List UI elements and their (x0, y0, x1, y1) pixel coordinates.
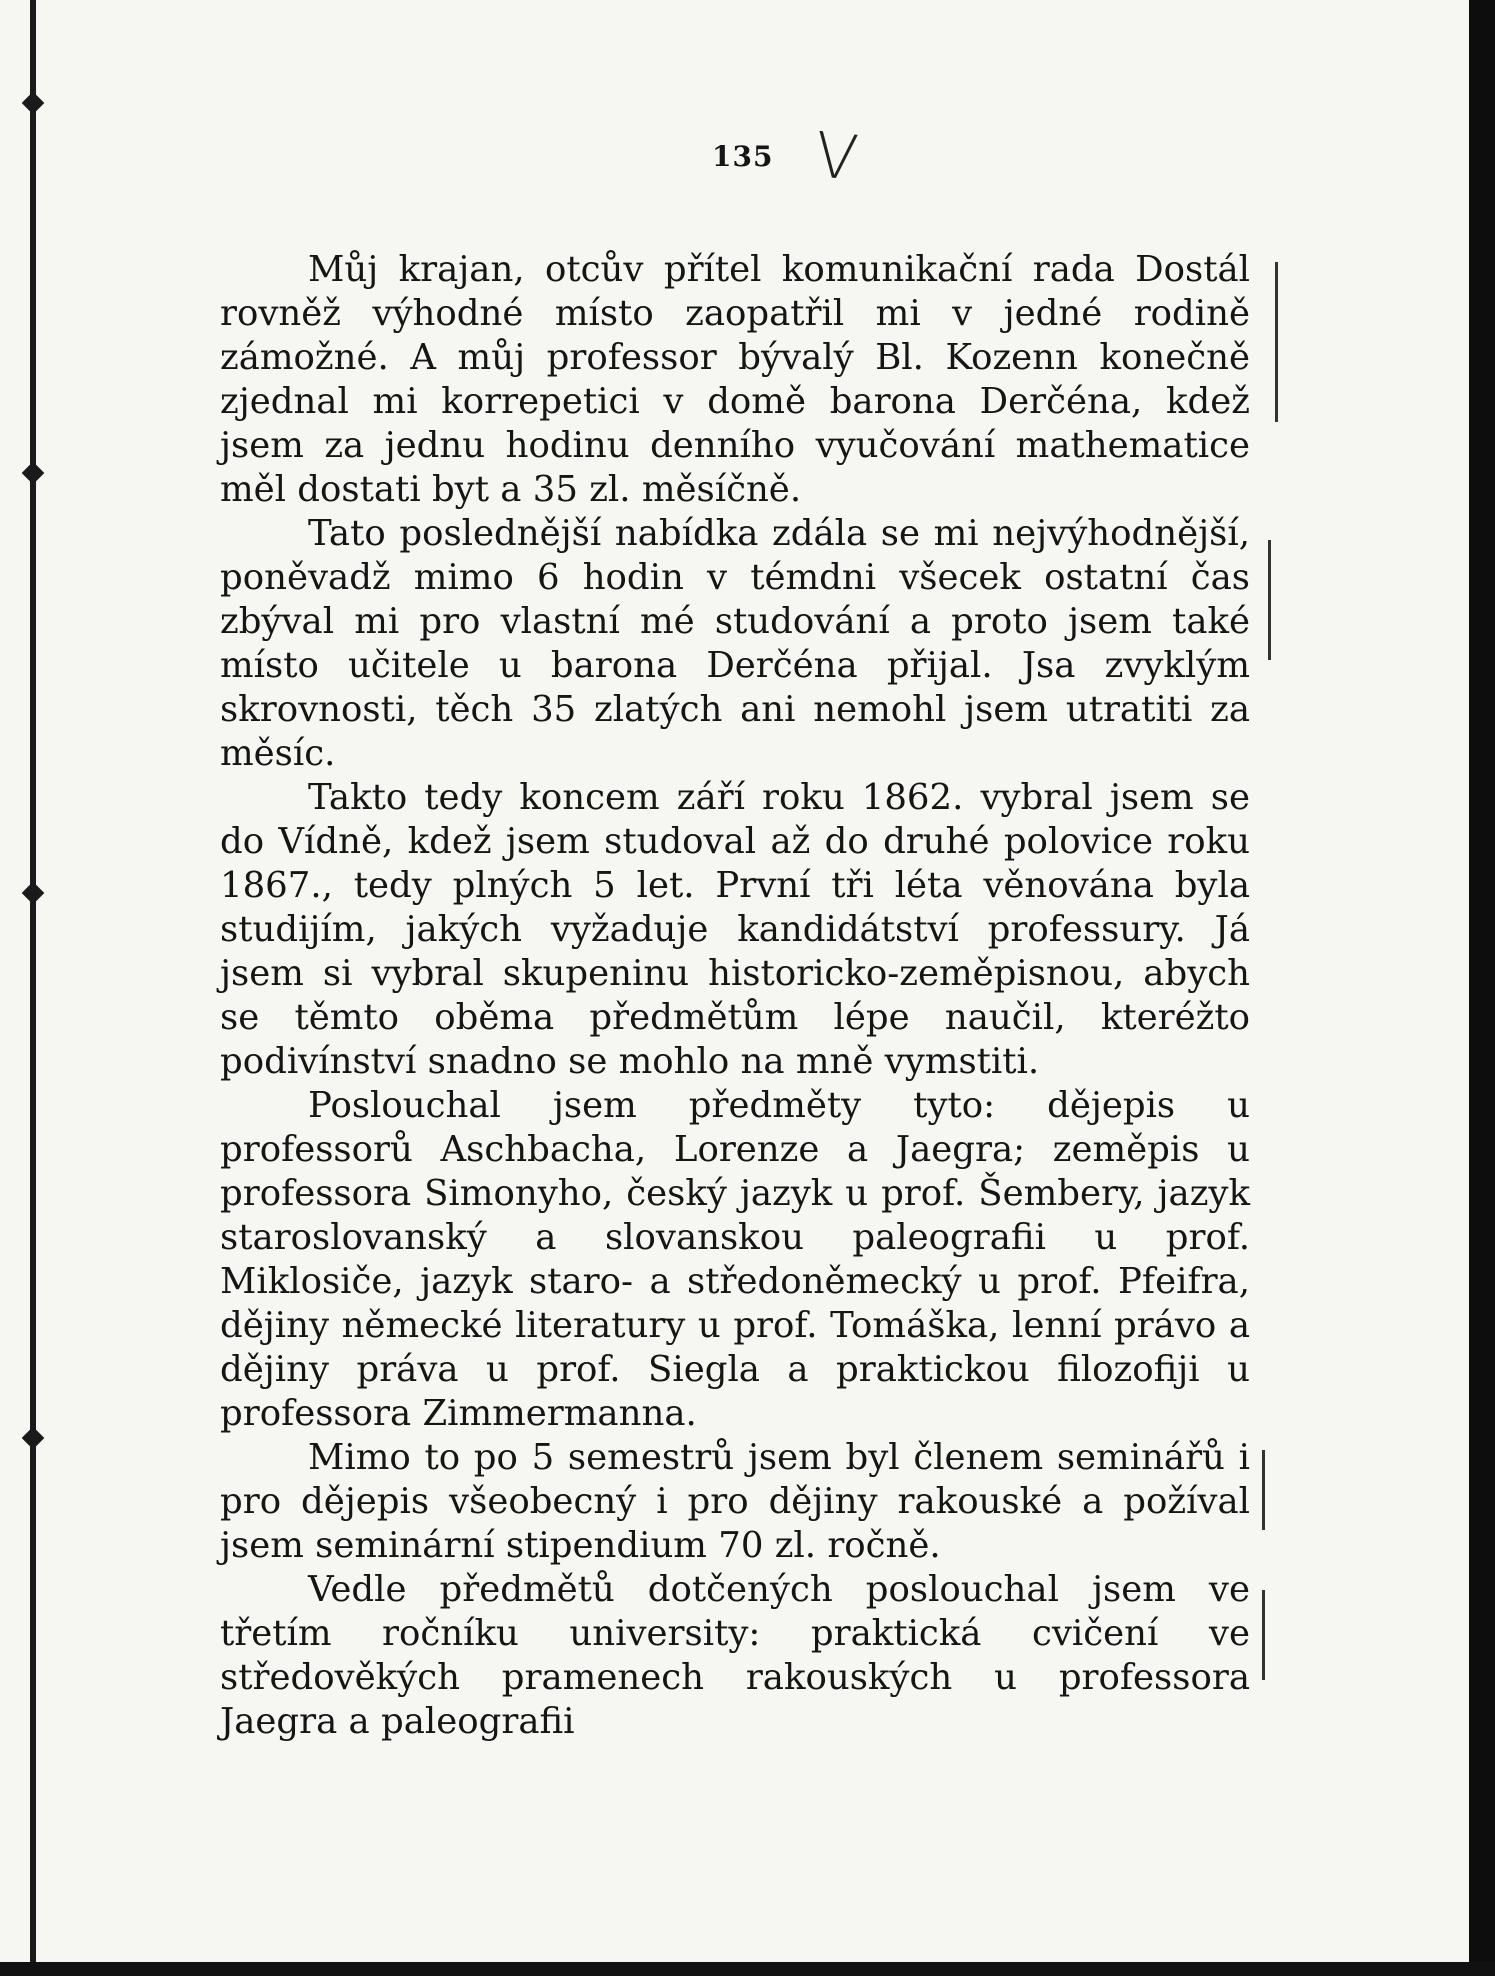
paragraph: Vedle předmětů dotčených poslouchal jsem ve třetím ročníku university: praktická cvičení ve středověkých pramenech rakouských u professora Jaegra a paleografii (220, 1569, 1250, 1742)
body-text (220, 248, 1250, 1744)
binding-mark-icon (22, 462, 45, 485)
margin-line (1268, 540, 1271, 660)
binding-mark-icon (22, 882, 45, 905)
paragraph: Můj krajan, otcův přítel komunikační rada Dostál rovněž výhodné místo zaopatřil mi v jedné rodině zámožné. A můj professor bývalý Bl. Kozenn konečně zjednal mi korrepetici v domě barona Derčéna, kdež jsem za jednu hodinu denního vyučování mathematice měl dostati byt a 35 zl. měsíčně. (220, 249, 1250, 510)
scan-right-edge (1469, 0, 1495, 1976)
paragraph: Poslouchal jsem předměty tyto: dějepis u professorů Aschbacha, Lorenze a Jaegra; zeměpis u professora Simonyho, český jazyk u prof. Šembery, jazyk staroslovanský a slovanskou paleografii u prof. Miklosiče, jazyk staro- a středoněmecký u prof. Pfeifra, dějiny německé literatury u prof. Tomáška, lenní právo a dějiny práva u prof. Siegla a praktickou filozofiji u professora Zimmermanna. (220, 1085, 1250, 1434)
binding-mark-icon (22, 92, 45, 115)
binding-mark-icon (22, 1427, 45, 1450)
page-number: 135 (712, 140, 774, 173)
scan-left-edge (30, 0, 36, 1976)
handwritten-mark: V (811, 117, 862, 196)
scan-bottom-edge (0, 1962, 1495, 1976)
margin-line (1262, 1590, 1265, 1680)
margin-line (1275, 262, 1278, 422)
margin-line (1262, 1450, 1265, 1530)
paragraph: Mimo to po 5 semestrů jsem byl členem seminářů i pro dějepis všeobecný i pro dějiny rakouské a požíval jsem seminární stipendium 70 zl. ročně. (220, 1437, 1250, 1566)
paragraph: Takto tedy koncem září roku 1862. vybral jsem se do Vídně, kdež jsem studoval až do druhé polovice roku 1867., tedy plných 5 let. První tři léta věnována byla studijím, jakých vyžaduje kandidátství professury. Já jsem si vybral skupeninu historicko-zeměpisnou, abych se těmto oběma předmětům lépe naučil, kteréžto podivínství snadno se mohlo na mně vymstiti. (220, 777, 1250, 1082)
paragraph: Tato poslednější nabídka zdála se mi nejvýhodnější, poněvadž mimo 6 hodin v témdni všecek ostatní čas zbýval mi pro vlastní mé studování a proto jsem také místo učitele u barona Derčéna přijal. Jsa zvyklým skrovnosti, těch 35 zlatých ani nemohl jsem utratiti za měsíc. (220, 513, 1250, 774)
